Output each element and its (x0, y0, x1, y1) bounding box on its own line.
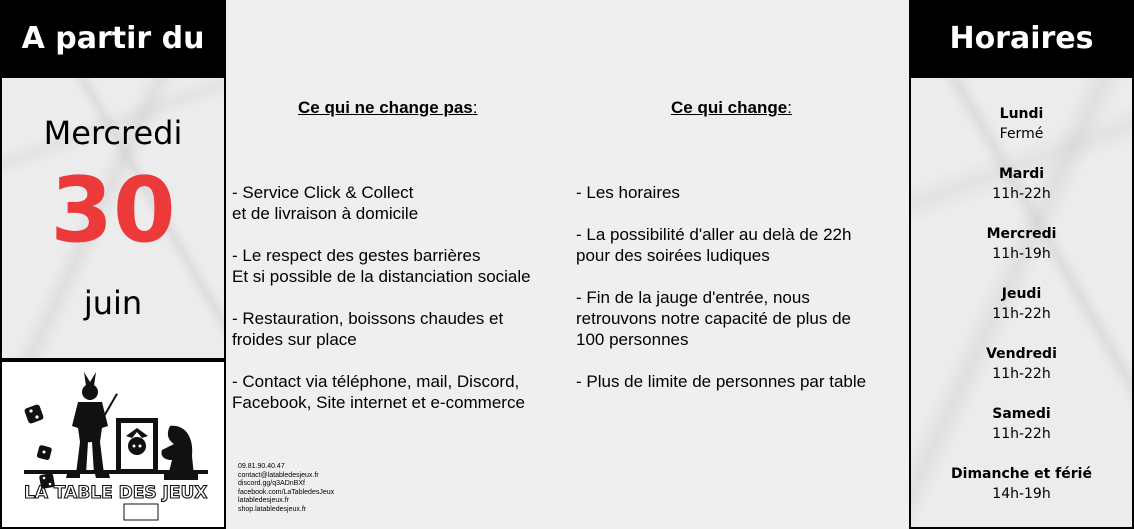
changed-item-1: - Les horaires (576, 183, 680, 202)
date-number: 30 (50, 158, 176, 263)
date-month: juin (83, 284, 143, 322)
hours-time: 11h-22h (992, 306, 1051, 322)
contact-facebook[interactable]: facebook.com/LaTabledesJeux (238, 488, 335, 496)
hours-day: Mercredi (986, 226, 1057, 242)
unchanged-item-1: - Service Click & Collect et de livraison à domicile (232, 183, 419, 223)
hours-day: Lundi (999, 106, 1044, 122)
date-weekday: Mercredi (43, 114, 183, 152)
hours-time: 11h-19h (992, 246, 1051, 262)
changed-item-2: - La possibilité d'aller au delà de 22h pour des soirées ludiques (576, 225, 852, 265)
unchanged-item-4: - Contact via téléphone, mail, Discord, Facebook, Site internet et e-commerce (232, 372, 525, 412)
hours-day: Vendredi (986, 346, 1057, 362)
contact-info (238, 463, 334, 515)
start-date-box (0, 76, 226, 360)
hours-time: 11h-22h (992, 366, 1051, 382)
unchanged-item-2: - Le respect des gestes barrières Et si possible de la distanciation sociale (232, 246, 531, 286)
hours-day: Samedi (992, 406, 1051, 422)
logo-text: LA TABLE DES JEUX (24, 483, 208, 503)
samurai-figure-icon (66, 372, 118, 478)
hours-day: Mardi (998, 166, 1045, 182)
changed-item-3: - Fin de la jauge d'entrée, nous retrouvons notre capacité de plus de 100 personnes (576, 288, 852, 349)
hours-day: Jeudi (1001, 286, 1042, 302)
hours-time: 14h-19h (992, 486, 1051, 502)
unchanged-item-3: - Restauration, boissons chaudes et froides sur place (232, 309, 504, 349)
contact-phone: 09.81.90.40.47 (238, 463, 285, 470)
changed-title: Ce qui change: (671, 98, 792, 117)
hours-box (909, 76, 1134, 529)
jester-card-icon (116, 418, 158, 474)
hours-time: 11h-22h (992, 426, 1051, 442)
contact-email[interactable]: contact@latabledesjeux.fr (238, 471, 319, 479)
contact-website[interactable]: latabledesjeux.fr (238, 497, 289, 505)
dice-icon (24, 404, 55, 489)
unchanged-title: Ce qui ne change pas: (298, 98, 478, 117)
contact-discord[interactable]: discord.gg/q3ADnBXf (238, 480, 305, 488)
hours-time: Fermé (999, 126, 1044, 142)
changed-item-4: - Plus de limite de personnes par table (576, 372, 867, 391)
hours-day: Dimanche et férié (951, 466, 1092, 482)
logo-box (0, 360, 226, 529)
hours-time: 11h-22h (992, 186, 1051, 202)
changes-panel (228, 0, 908, 529)
start-date-header: A partir du (0, 0, 226, 76)
contact-shop[interactable]: shop.latabledesjeux.fr (238, 505, 307, 513)
hours-header: Horaires (909, 0, 1134, 76)
la-table-des-jeux-logo (18, 366, 210, 524)
